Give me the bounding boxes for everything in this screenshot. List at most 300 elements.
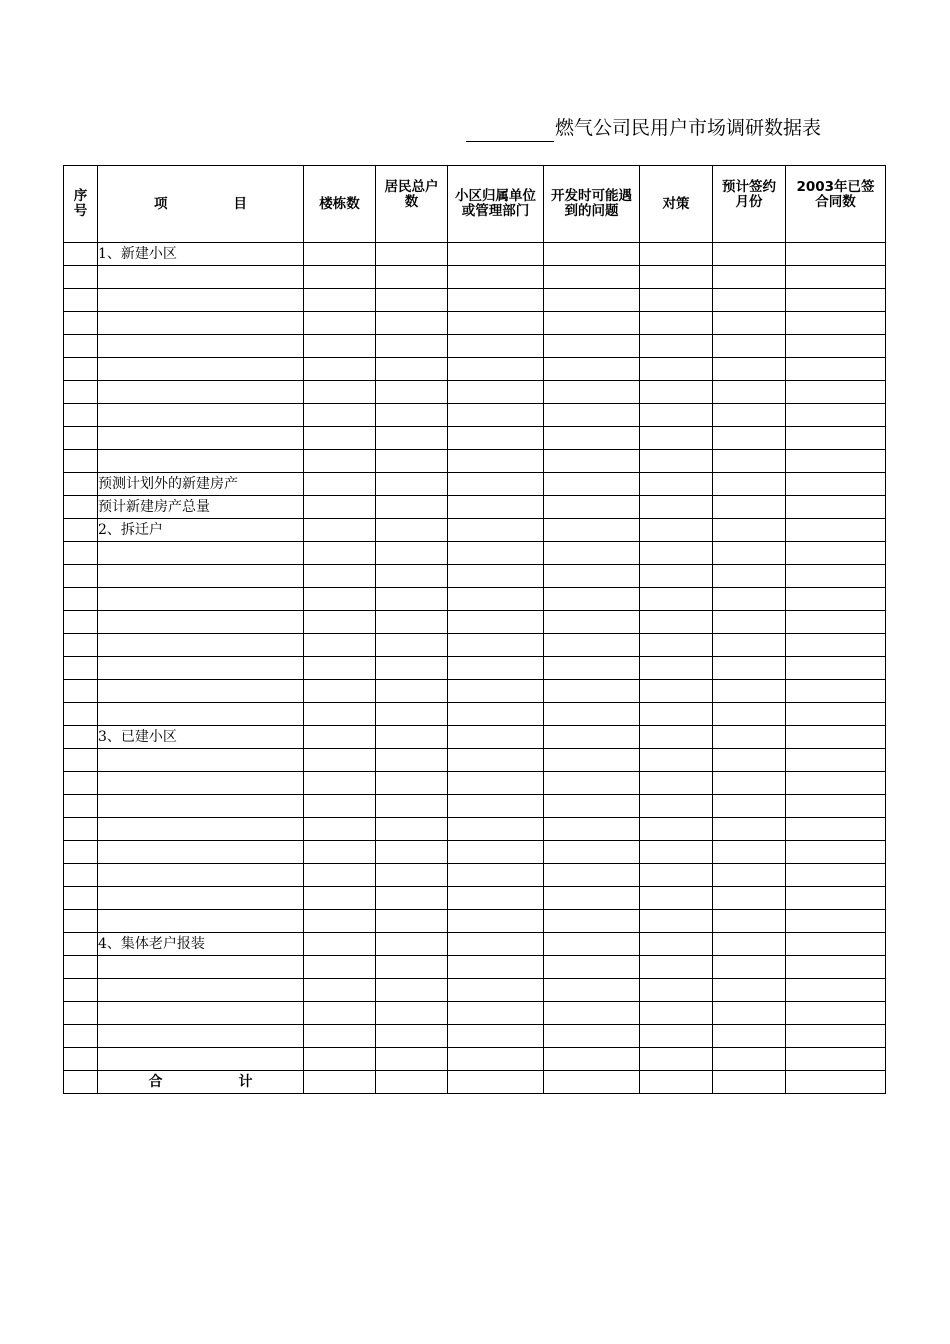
table-cell: [713, 427, 786, 450]
table-cell: [64, 979, 98, 1002]
table-cell: [376, 795, 448, 818]
table-body: [64, 243, 886, 1094]
table-row: [64, 335, 886, 358]
table-cell: [544, 289, 640, 312]
page-title: [466, 114, 886, 142]
table-cell: [640, 818, 713, 841]
table-cell: [713, 841, 786, 864]
row-item-label: [98, 680, 304, 703]
table-cell: [640, 542, 713, 565]
table-cell: [376, 473, 448, 496]
table-cell: [304, 496, 376, 519]
table-cell: [376, 611, 448, 634]
table-cell: [304, 289, 376, 312]
table-cell: [786, 726, 886, 749]
table-cell: [448, 634, 544, 657]
row-item-label: [98, 1025, 304, 1048]
table-cell: [304, 703, 376, 726]
table-cell: [640, 795, 713, 818]
table-cell: [376, 979, 448, 1002]
table-cell: [376, 450, 448, 473]
row-item-label: [98, 910, 304, 933]
table-cell: [544, 841, 640, 864]
table-cell: [304, 450, 376, 473]
table-cell: [304, 772, 376, 795]
table-cell: [640, 703, 713, 726]
table-cell: [304, 1071, 376, 1094]
table-cell: [786, 243, 886, 266]
table-cell: [786, 473, 886, 496]
row-item-label: [98, 703, 304, 726]
table-cell: [448, 749, 544, 772]
total-label-left: 合: [148, 1074, 163, 1090]
table-row: [64, 772, 886, 795]
table-cell: [304, 519, 376, 542]
table-cell: [544, 864, 640, 887]
table-cell: [64, 289, 98, 312]
row-item-label: [98, 841, 304, 864]
table-cell: [640, 496, 713, 519]
table-cell: [786, 772, 886, 795]
table-cell: [376, 496, 448, 519]
table-row: [64, 910, 886, 933]
table-cell: [64, 542, 98, 565]
row-item-label: [98, 772, 304, 795]
table-cell: [376, 818, 448, 841]
table-cell: [304, 657, 376, 680]
table-cell: [544, 726, 640, 749]
table-cell: [64, 358, 98, 381]
table-cell: [448, 335, 544, 358]
table-row: [64, 1002, 886, 1025]
table-cell: [64, 1002, 98, 1025]
table-cell: [64, 381, 98, 404]
row-item-label: [98, 956, 304, 979]
table-cell: [713, 657, 786, 680]
row-item-label: [98, 404, 304, 427]
table-cell: [640, 312, 713, 335]
table-cell: [304, 956, 376, 979]
table-cell: [713, 1048, 786, 1071]
row-item-label: 3、已建小区: [98, 726, 304, 749]
table-cell: [640, 887, 713, 910]
table-row: [64, 634, 886, 657]
row-item-label: [98, 381, 304, 404]
table-cell: [376, 381, 448, 404]
row-item-label: 1、新建小区: [98, 243, 304, 266]
table-cell: [786, 427, 886, 450]
table-cell: [640, 358, 713, 381]
table-cell: [713, 266, 786, 289]
table-cell: [376, 1048, 448, 1071]
table-cell: [64, 887, 98, 910]
table-cell: [640, 979, 713, 1002]
table-cell: [64, 657, 98, 680]
table-cell: [544, 611, 640, 634]
table-cell: [448, 795, 544, 818]
table-cell: [448, 473, 544, 496]
table-cell: [64, 404, 98, 427]
table-cell: [304, 979, 376, 1002]
table-cell: [544, 427, 640, 450]
survey-table: [63, 165, 886, 1094]
table-cell: [786, 611, 886, 634]
table-cell: [713, 519, 786, 542]
table-cell: [786, 1002, 886, 1025]
table-cell: [64, 450, 98, 473]
table-cell: [448, 519, 544, 542]
table-cell: [640, 772, 713, 795]
table-row: [64, 680, 886, 703]
table-cell: [376, 335, 448, 358]
table-row: [64, 542, 886, 565]
header-owner: 小区归属单位或管理部门: [448, 166, 544, 243]
row-item-label: 4、集体老户报装: [98, 933, 304, 956]
table-row: [64, 611, 886, 634]
table-cell: [713, 1025, 786, 1048]
table-cell: [376, 634, 448, 657]
table-cell: [786, 404, 886, 427]
table-cell: [713, 542, 786, 565]
table-cell: [544, 266, 640, 289]
table-cell: [64, 335, 98, 358]
table-cell: [640, 956, 713, 979]
table-cell: [304, 381, 376, 404]
table-cell: [304, 680, 376, 703]
table-cell: [448, 841, 544, 864]
table-cell: [448, 243, 544, 266]
table-cell: [544, 887, 640, 910]
table-cell: [640, 1071, 713, 1094]
table-cell: [544, 312, 640, 335]
table-cell: [640, 381, 713, 404]
table-cell: [713, 381, 786, 404]
table-cell: [64, 795, 98, 818]
table-cell: [304, 818, 376, 841]
table-cell: [376, 1025, 448, 1048]
table-cell: [448, 1025, 544, 1048]
table-cell: [448, 312, 544, 335]
table-cell: [786, 312, 886, 335]
table-cell: [304, 795, 376, 818]
table-cell: [304, 1025, 376, 1048]
table-row: [64, 404, 886, 427]
table-cell: [304, 588, 376, 611]
table-cell: [448, 933, 544, 956]
table-cell: [544, 358, 640, 381]
table-cell: [448, 542, 544, 565]
header-households: 居民总户数: [376, 166, 448, 243]
title-text: 燃气公司民用户市场调研数据表: [555, 117, 822, 139]
row-item-label: [98, 450, 304, 473]
table-cell: [304, 611, 376, 634]
table-cell: [448, 611, 544, 634]
table-cell: [376, 887, 448, 910]
table-cell: [376, 703, 448, 726]
table-row: [64, 381, 886, 404]
table-cell: [640, 611, 713, 634]
table-cell: [448, 703, 544, 726]
table-cell: [640, 565, 713, 588]
table-cell: [544, 657, 640, 680]
table-cell: [786, 381, 886, 404]
table-cell: [713, 588, 786, 611]
table-cell: [64, 864, 98, 887]
table-cell: [544, 818, 640, 841]
table-cell: [786, 588, 886, 611]
table-cell: [376, 565, 448, 588]
table-cell: [304, 335, 376, 358]
table-cell: [304, 1002, 376, 1025]
table-cell: [713, 312, 786, 335]
table-cell: [713, 404, 786, 427]
table-cell: [786, 979, 886, 1002]
table-cell: [786, 496, 886, 519]
table-cell: [376, 933, 448, 956]
table-cell: [640, 1002, 713, 1025]
table-cell: [376, 657, 448, 680]
table-cell: [786, 565, 886, 588]
table-row: [64, 450, 886, 473]
table-cell: [304, 841, 376, 864]
table-cell: [640, 841, 713, 864]
table-cell: [786, 933, 886, 956]
table-cell: [376, 1071, 448, 1094]
table-cell: [304, 726, 376, 749]
table-cell: [448, 726, 544, 749]
table-cell: [304, 312, 376, 335]
table-cell: [713, 772, 786, 795]
table-cell: [304, 1048, 376, 1071]
table-cell: [304, 404, 376, 427]
table-cell: [786, 657, 886, 680]
table-cell: [713, 795, 786, 818]
table-cell: [713, 726, 786, 749]
table-cell: [786, 519, 886, 542]
row-item-label: [98, 1002, 304, 1025]
table-cell: [544, 749, 640, 772]
table-row: [64, 795, 886, 818]
table-cell: [544, 243, 640, 266]
table-row: [64, 749, 886, 772]
table-cell: [448, 381, 544, 404]
table-cell: [713, 887, 786, 910]
table-cell: [544, 519, 640, 542]
table-cell: [544, 381, 640, 404]
table-cell: [713, 749, 786, 772]
table-cell: [713, 335, 786, 358]
table-cell: [713, 496, 786, 519]
table-cell: [304, 473, 376, 496]
table-cell: [544, 703, 640, 726]
table-cell: [786, 289, 886, 312]
table-cell: [376, 726, 448, 749]
table-cell: [376, 243, 448, 266]
header-sign-month: 预计签约月份: [713, 166, 786, 243]
table-cell: [448, 1048, 544, 1071]
table-cell: [544, 956, 640, 979]
table-cell: [448, 404, 544, 427]
header-contracts: 2003年已签合同数: [786, 166, 886, 243]
table-cell: [640, 680, 713, 703]
table-cell: [786, 864, 886, 887]
total-row: [64, 1071, 886, 1094]
table-cell: [544, 795, 640, 818]
table-row: [64, 243, 886, 266]
table-cell: [544, 473, 640, 496]
table-cell: [786, 1025, 886, 1048]
table-row: [64, 312, 886, 335]
table-row: [64, 887, 886, 910]
table-cell: [376, 864, 448, 887]
table-cell: [640, 1025, 713, 1048]
table-cell: [544, 1002, 640, 1025]
table-cell: [713, 1071, 786, 1094]
total-label-right: 计: [238, 1074, 253, 1090]
table-cell: [376, 910, 448, 933]
table-cell: [713, 289, 786, 312]
row-item-label: [98, 1048, 304, 1071]
table-row: [64, 818, 886, 841]
table-cell: [304, 933, 376, 956]
table-cell: [713, 243, 786, 266]
table-row: [64, 496, 886, 519]
table-row: [64, 266, 886, 289]
table-row: [64, 979, 886, 1002]
table-cell: [304, 749, 376, 772]
table-cell: [786, 703, 886, 726]
table-cell: [786, 818, 886, 841]
table-cell: [713, 611, 786, 634]
table-cell: [304, 358, 376, 381]
table-cell: [448, 1071, 544, 1094]
table-cell: [376, 772, 448, 795]
header-row: [64, 166, 886, 243]
total-label: [98, 1071, 304, 1094]
table-cell: [713, 864, 786, 887]
table-cell: [376, 1002, 448, 1025]
row-item-label: 预计新建房产总量: [98, 496, 304, 519]
table-cell: [448, 680, 544, 703]
table-cell: [640, 404, 713, 427]
table-cell: [544, 979, 640, 1002]
table-cell: [640, 749, 713, 772]
table-cell: [304, 266, 376, 289]
table-cell: [448, 864, 544, 887]
table-row: [64, 473, 886, 496]
table-cell: [786, 358, 886, 381]
table-cell: [448, 565, 544, 588]
table-cell: [448, 496, 544, 519]
header-buildings: 楼栋数: [304, 166, 376, 243]
table-cell: [64, 956, 98, 979]
table-cell: [786, 266, 886, 289]
row-item-label: [98, 634, 304, 657]
table-cell: [544, 933, 640, 956]
table-cell: [640, 910, 713, 933]
table-cell: [786, 887, 886, 910]
table-cell: [640, 243, 713, 266]
table-cell: [713, 450, 786, 473]
table-cell: [713, 680, 786, 703]
table-cell: [713, 565, 786, 588]
header-issues: 开发时可能遇到的问题: [544, 166, 640, 243]
table-cell: [64, 1048, 98, 1071]
table-cell: [64, 519, 98, 542]
table-cell: [64, 772, 98, 795]
table-cell: [713, 358, 786, 381]
table-cell: [786, 335, 886, 358]
table-cell: [448, 1002, 544, 1025]
table-row: [64, 1025, 886, 1048]
row-item-label: 2、拆迁户: [98, 519, 304, 542]
table-cell: [304, 887, 376, 910]
table-cell: [448, 818, 544, 841]
table-row: [64, 588, 886, 611]
table-cell: [713, 634, 786, 657]
row-item-label: [98, 818, 304, 841]
table-cell: [64, 1071, 98, 1094]
table-row: [64, 289, 886, 312]
row-item-label: [98, 864, 304, 887]
table-cell: [64, 496, 98, 519]
table-cell: [544, 588, 640, 611]
table-cell: [544, 634, 640, 657]
table-cell: [640, 933, 713, 956]
table-cell: [376, 749, 448, 772]
table-cell: [376, 519, 448, 542]
table-cell: [448, 427, 544, 450]
table-cell: [376, 956, 448, 979]
table-cell: [544, 404, 640, 427]
table-cell: [64, 910, 98, 933]
table-cell: [376, 312, 448, 335]
table-cell: [713, 818, 786, 841]
table-cell: [448, 266, 544, 289]
row-item-label: [98, 588, 304, 611]
row-item-label: [98, 542, 304, 565]
row-item-label: [98, 979, 304, 1002]
table-cell: [786, 1071, 886, 1094]
table-cell: [64, 634, 98, 657]
table-cell: [448, 588, 544, 611]
table-cell: [448, 772, 544, 795]
table-cell: [544, 772, 640, 795]
table-row: [64, 841, 886, 864]
table-row: [64, 657, 886, 680]
row-item-label: [98, 887, 304, 910]
table-cell: [448, 289, 544, 312]
table-row: [64, 427, 886, 450]
table-cell: [713, 703, 786, 726]
table-cell: [713, 979, 786, 1002]
table-cell: [544, 1025, 640, 1048]
table-cell: [544, 910, 640, 933]
table-row: [64, 1048, 886, 1071]
table-cell: [448, 657, 544, 680]
table-cell: [64, 933, 98, 956]
table-cell: [640, 335, 713, 358]
table-cell: [376, 427, 448, 450]
header-seq: 序号: [64, 166, 98, 243]
row-item-label: [98, 565, 304, 588]
table-cell: [713, 956, 786, 979]
table-cell: [64, 312, 98, 335]
table-cell: [448, 956, 544, 979]
row-item-label: [98, 335, 304, 358]
table-cell: [640, 864, 713, 887]
company-name-blank: [466, 119, 554, 142]
